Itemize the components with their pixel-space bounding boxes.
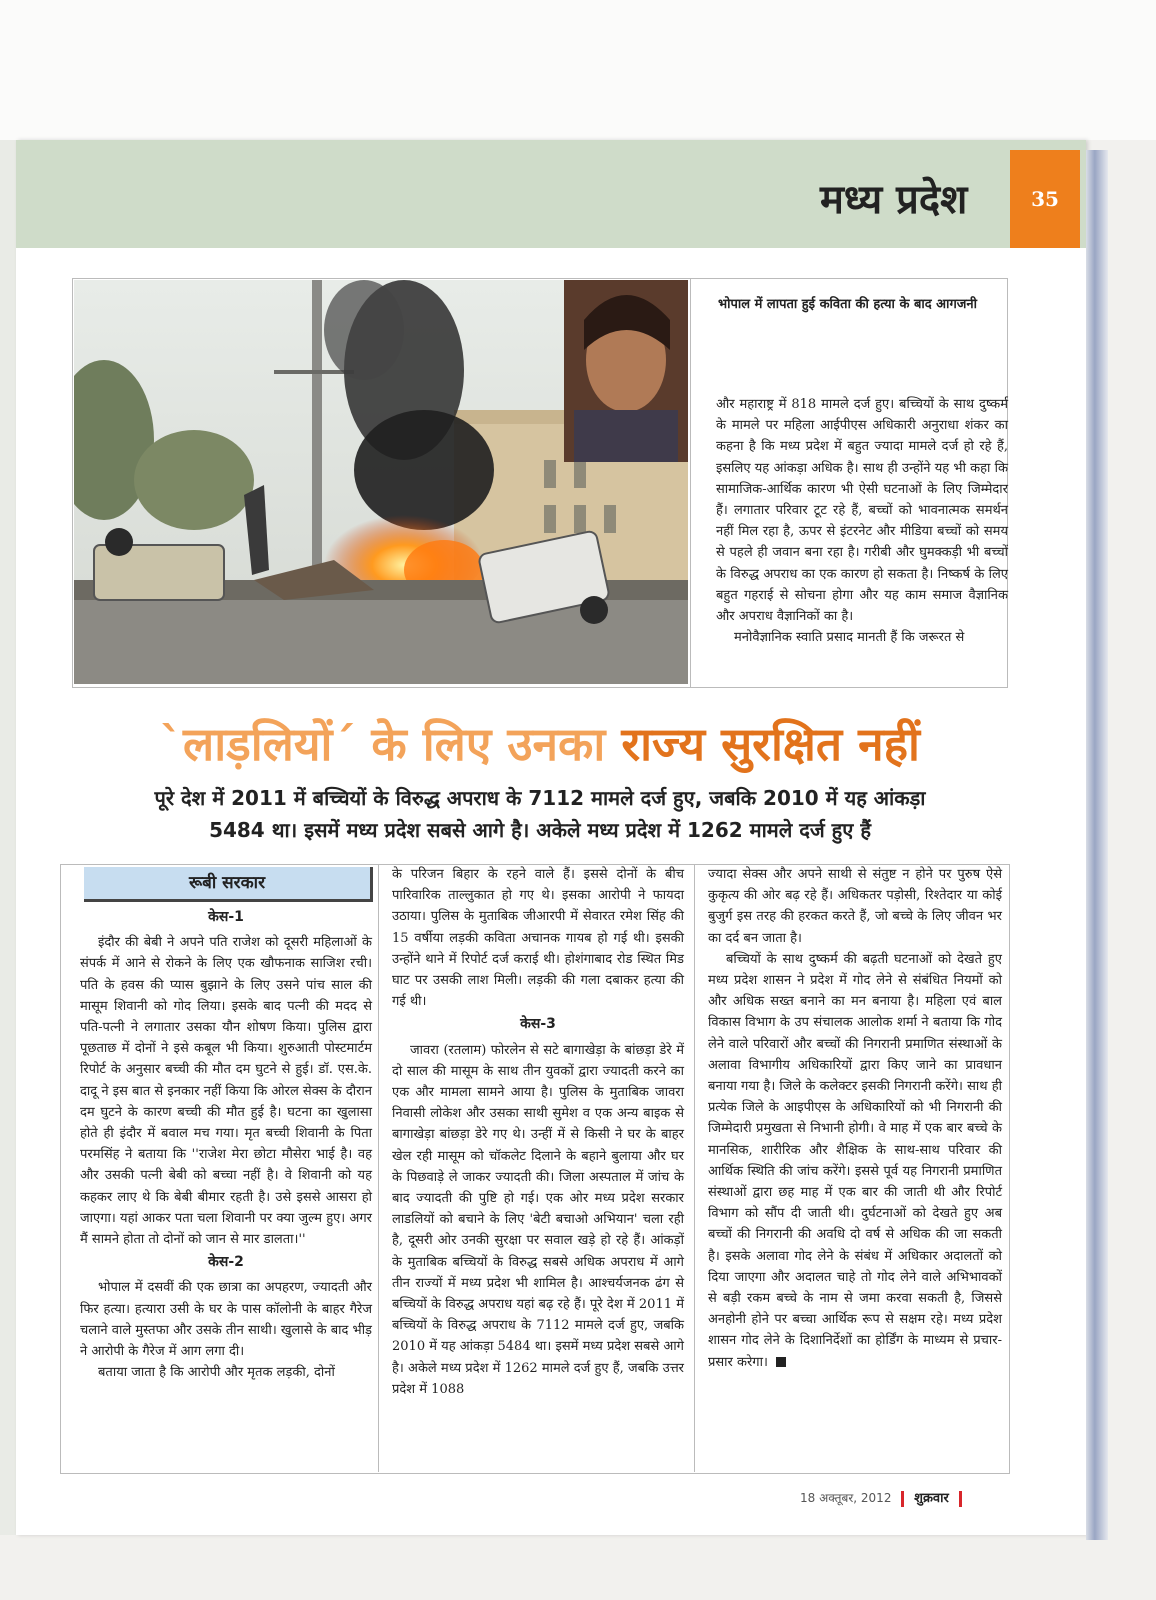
photo-caption: भोपाल में लापता हुई कविता की हत्या के बाद आगजनी	[718, 297, 978, 312]
magazine-name: शुक्रवार	[914, 1491, 949, 1506]
headline-part-2: राज्य सुरक्षित नहीं	[621, 717, 920, 771]
deck-subheadline	[100, 782, 980, 846]
case-paragraph: बताया जाता है कि आरोपी और मृतक लड़की, दोनों	[98, 1365, 335, 1381]
scan-background	[0, 0, 1156, 140]
article-paragraph: जावरा (रतलाम) फोरलेन से सटे बागाखेड़ा के बांछड़ा डेरे में दो साल की मासूम के साथ तीन युवकों द्वारा ज्यादती करने का एक और मामला सामने आया है। पुलिस के मुताबिक जावरा निवासी लोकेश और उसका साथी सुमेश व एक अन्य बाइक से बागाखेड़ा बांछड़ा डेरे गए थे। उन्हीं में से किसी ने घर के बाहर खेल रही मासूम को चॉकलेट दिलाने के बहाने बुलाया और घर के पिछवाड़े ले जाकर ज्यादती की। जिला अस्पताल में जांच के बाद ज्यादती की पुष्टि हो गई। एक ओर मध्य प्रदेश सरकार लाडलियों को बचाने के लिए 'बेटी बचाओ अभियान' चला रही है, दूसरी ओर उनकी सुरक्षा पर सवाल खड़े हो रहे हैं। आंकड़ों के मुताबिक बच्चियों के विरुद्ध सबसे अधिक अपराध में आगे तीन राज्यों में मध्य प्रदेश भी शामिल है। आश्चर्यजनक ढंग से बच्चियों के विरुद्ध अपराध यहां बढ़ रहे हैं। पूरे देश में 2011 में बच्चियों के विरुद्ध अपराध के 7112 मामले दर्ज हुए, जबकि 2010 में यह आंकड़ा 5484 था। इसमें मध्य प्रदेश सबसे आगे है। अकेले मध्य प्रदेश में 1262 मामले दर्ज हुए हैं, जबकि उत्तर प्रदेश में 1088	[392, 1042, 684, 1397]
article-paragraph: के परिजन बिहार के रहने वाले हैं। इससे दोनों के बीच पारिवारिक ताल्लुकात हो गए थे। इसका आरोपी ने फायदा उठाया। पुलिस के मुताबिक जीआरपी में सेवारत रमेश सिंह की 15 वर्षीया लड़की कविता अचानक गायब हो गई थी। इसकी उन्होंने थाने में रिपोर्ट दर्ज कराई थी। होशंगाबाद रोड स्थित मिड घाट पर उसकी लाश मिली। लड़की की गला दबाकर हत्या की गई थी।	[392, 867, 684, 1010]
article-column-2	[392, 864, 684, 1400]
continuation-column	[716, 394, 1008, 648]
end-mark-icon	[776, 1357, 786, 1367]
column-divider	[378, 864, 379, 1472]
page-number: 35	[1031, 187, 1059, 211]
article-column-1	[80, 905, 372, 1383]
case-paragraph: इंदौर की बेबी ने अपने पति राजेश को दूसरी महिलाओं के संपर्क में आने से रोकने के लिए एक खौफनाक साजिश रची। पति के हवस की प्यास बुझाने के लिए उसने पांच साल की मासूम शिवानी को गोद लिया। इसके बाद पत्नी की मदद से पति-पत्नी ने लगातार उसका यौन शोषण किया। पुलिस द्वारा पूछताछ में दोनों ने इसे कबूल भी किया। शुरुआती पोस्टमार्टम रिपोर्ट के अनुसार बच्ची की मौत दम घुटने से हुई। डॉ. एस.के. दादू ने इस बात से इनकार नहीं किया कि ओरल सेक्स के दौरान दम घुटने के कारण बच्ची की मौत हुई है। घटना का खुलासा होते ही इंदौर में बवाल मच गया। मृत बच्ची शिवानी के पिता परमसिंह ने बताया कि ''राजेश मेरा छोटा मौसेरा भाई है। वह और उसकी पत्नी बेबी को बच्चा नहीं है। वे शिवानी को यह कहकर लाए थे कि बेबी बीमार रहती है। उसे इससे आसरा हो जाएगा। यहां आकर पता चला शिवानी पर क्या जुल्म हुए। अगर मैं सामने होता तो दोनों को जान से मार डालता।''	[80, 935, 372, 1248]
footer-divider	[901, 1491, 904, 1507]
headline-part-1: `लाड़लियों´ के लिए उनका	[160, 717, 606, 771]
deck-line-1: पूरे देश में 2011 में बच्चियों के विरुद्ध अपराध के 7112 मामले दर्ज हुए, जबकि 2010 में यह आंकड़ा	[154, 786, 926, 810]
article-paragraph-text: बच्चियों के साथ दुष्कर्म की बढ़ती घटनाओं को देखते हुए मध्य प्रदेश शासन ने प्रदेश में गोद लेने से संबंधित नियमों को और अधिक सख्त बनाने का मन बनाया है। महिला एवं बाल विकास विभाग के उप संचालक आलोक शर्मा ने बताया कि गोद लेने वाले परिवारों और बच्चों की निगरानी प्रमाणित संस्थाओं के अलावा विभागीय अधिकारियों द्वारा किए जाने का प्रावधान बनाया गया है। जिले के कलेक्टर इसकी निगरानी करेंगे। साथ ही प्रत्येक जिले के आइपीएस के अधिकारियों को भी निगरानी की जिम्मेदारी प्रमुखता से निभानी होगी। वे माह में एक बार बच्चे के मानसिक, शारीरिक और शैक्षिक के साथ-साथ परिवार की आर्थिक स्थिति की जांच करेंगे। इससे पूर्व यह निगरानी प्रमाणित संस्थाओं द्वारा छह माह में एक बार की जाती थी और रिपोर्ट विभाग को सौंप दी जाती थी। दुर्घटनाओं को देखते हुए अब बच्चों की निगरानी की अवधि दो वर्ष से अधिक की जा सकती है। इसके अलावा गोद लेने के संबंध में अधिकार अदालतों को दिया जाएगा और अदालत चाहे तो गोद लेने वाले अभिभावकों से बड़ी रकम बच्चे के नाम से जमा करवा सकती है, जिससे अनहोनी होने पर बच्चा आर्थिक रूप से सक्षम रहे। मध्य प्रदेश शासन गोद लेने के दिशानिर्देशों का होर्डिंग के माध्यम से प्रचार-प्रसार करेगा।	[708, 951, 1002, 1370]
photo-illustration	[74, 280, 688, 684]
byline: रूबी सरकार	[188, 873, 266, 893]
issue-date: 18 अक्तूबर, 2012	[800, 1491, 892, 1505]
deck-line-2: 5484 था। इसमें मध्य प्रदेश सबसे आगे है। अकेले मध्य प्रदेश में 1262 मामले दर्ज हुए हैं	[209, 818, 871, 842]
continuation-paragraph: और महाराष्ट्र में 818 मामले दर्ज हुए। बच्चियों के साथ दुष्कर्म के मामले पर महिला आईपीएस अधिकारी अनुराधा शंकर का कहना है कि मध्य प्रदेश में बहुत ज्यादा मामले दर्ज हो रहे हैं, इसलिए यह आंकड़ा अधिक है। साथ ही उन्होंने यह भी कहा कि सामाजिक-आर्थिक कारण भी ऐसी घटनाओं के लिए जिम्मेदार हैं। लगातार परिवार टूट रहे हैं, बच्चों को भावनात्मक समर्थन नहीं मिल रहा है, ऊपर से इंटरनेट और मीडिया बच्चों को समय से पहले ही जवान बना रहा है। गरीबी और घुमक्कड़ी भी बच्चों के विरुद्ध अपराध का एक कारण हो सकता है। निष्कर्ष के लिए बहुत गहराई से सोचना होगा और यह काम समाज वैज्ञानिक और अपराध वैज्ञानिकों का है।	[716, 397, 1008, 625]
case-heading: केस-1	[208, 909, 244, 925]
headline	[72, 712, 1008, 774]
article-column-3	[708, 864, 1002, 1373]
column-divider	[694, 864, 695, 1472]
section-title: मध्य प्रदेश	[820, 177, 968, 223]
case-heading: केस-2	[208, 1254, 244, 1271]
riot-fire-photo	[74, 280, 688, 684]
page-footer	[800, 1488, 968, 1507]
case-paragraph: भोपाल में दसवीं की एक छात्रा का अपहरण, ज्यादती और फिर हत्या। हत्यारा उसी के घर के पास कॉलोनी के बाहर गैरेज चलाने वाले मुस्तफा और उसके तीन साथी। खुलासे के बाद भीड़ ने आरोपी के गैरेज में आग लगा दी।	[80, 1280, 373, 1360]
footer-divider	[959, 1491, 962, 1507]
case-heading: केस-3	[520, 1016, 556, 1033]
article-paragraph: ज्यादा सेक्स और अपने साथी से संतुष्ट न होने पर पुरुष ऐसे कुकृत्य की ओर बढ़ रहे हैं। अधिकतर पड़ोसी, रिश्तेदार या कोई बुजुर्ग इस तरह की हरकत करते हैं, जो बच्चे के लिए जीवन भर का दर्द बन जाता है।	[708, 867, 1002, 946]
article-paragraph	[708, 949, 1002, 1373]
page-edge	[1086, 150, 1108, 1540]
continuation-paragraph: मनोवैज्ञानिक स्वाति प्रसाद मानती हैं कि जरूरत से	[734, 630, 965, 646]
